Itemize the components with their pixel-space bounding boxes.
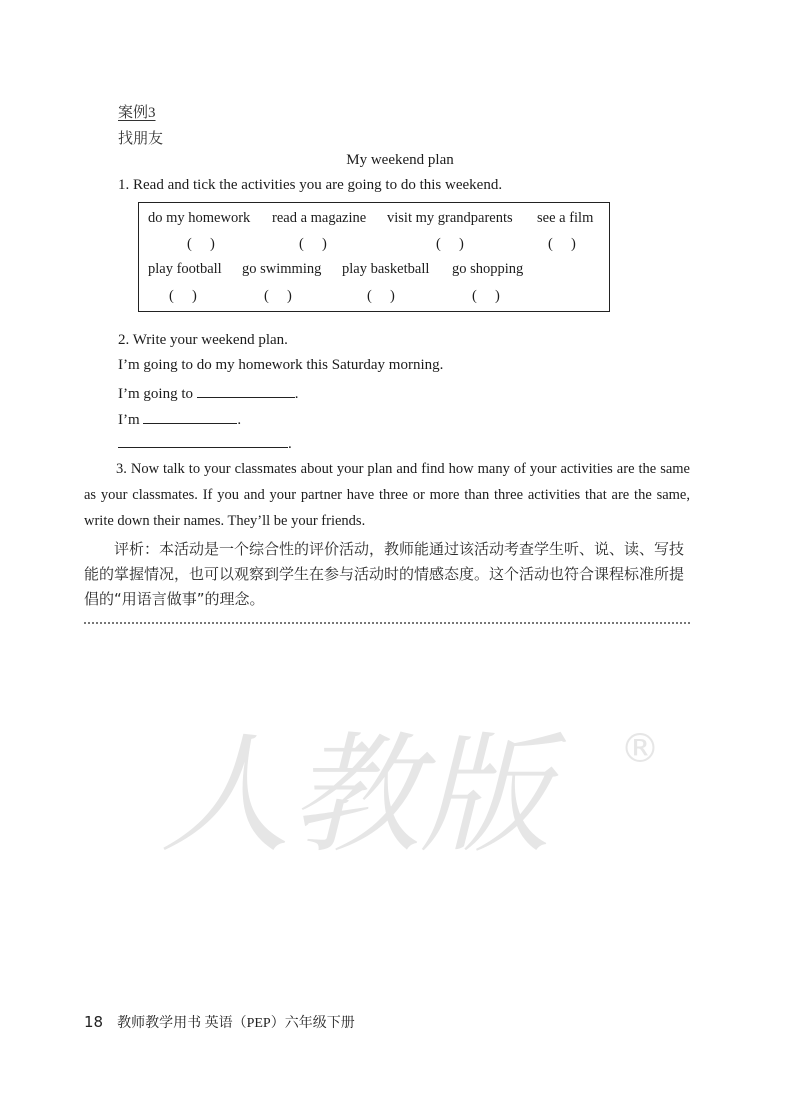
page-number: 18 [84, 1013, 104, 1031]
tick-box[interactable]: ( ) [169, 288, 197, 304]
case-label: 案例3 [118, 105, 156, 121]
answer-prefix: I’m [118, 412, 140, 428]
question-1: 1. Read and tick the activities you are going to do this weekend. [118, 177, 503, 193]
tick-box[interactable]: ( ) [299, 236, 327, 252]
question-3: 3. Now talk to your classmates about your plan and find how many of your activities are the same as your classmates. If you and your partner have three or more than three activities that are the same, write down their names. They’ll be your friends. [84, 461, 690, 529]
tick-box[interactable]: ( ) [187, 236, 215, 252]
question-2: 2. Write your weekend plan. [118, 332, 288, 348]
activity-label: read a magazine [272, 210, 367, 226]
watermark-logo [150, 700, 670, 870]
activity-label: go swimming [242, 261, 322, 277]
activity-label: visit my grandparents [387, 210, 513, 226]
registered-icon: ® [620, 726, 660, 772]
example-sentence: I’m going to do my homework this Saturday morning. [118, 357, 444, 373]
activity-label: go shopping [452, 261, 524, 277]
blank-line[interactable] [197, 383, 295, 398]
activity-label: play football [148, 261, 222, 277]
activity-label: see a film [537, 210, 594, 226]
activity-label: do my homework [148, 210, 251, 226]
answer-line-1: I’m going to . [118, 383, 299, 403]
blank-line[interactable] [118, 433, 288, 448]
dotted-divider [84, 622, 690, 624]
tick-box[interactable]: ( ) [436, 236, 464, 252]
case-title: 找朋友 [118, 131, 164, 147]
tick-box[interactable]: ( ) [367, 288, 395, 304]
tick-box[interactable]: ( ) [472, 288, 500, 304]
activity-label: play basketball [342, 261, 430, 277]
answer-prefix: I’m going to [118, 386, 193, 402]
book-title: 教师教学用书 英语（PEP）六年级下册 [117, 1016, 355, 1031]
page-footer [84, 1012, 355, 1032]
tick-box[interactable]: ( ) [548, 236, 576, 252]
activity-table [138, 202, 610, 312]
plan-title: My weekend plan [346, 152, 454, 168]
blank-line[interactable] [143, 409, 237, 424]
answer-line-3: . [118, 433, 292, 453]
tick-box[interactable]: ( ) [264, 288, 292, 304]
answer-line-2: I’m . [118, 409, 241, 429]
commentary: 评析：本活动是一个综合性的评价活动，教师能通过该活动考查学生听、说、读、写技能的掌握情况，也可以观察到学生在参与活动时的情感态度。这个活动也符合课程标准所提倡的“用语言做事”的理念。 [84, 540, 685, 608]
watermark-text: 人教版 [160, 719, 551, 870]
